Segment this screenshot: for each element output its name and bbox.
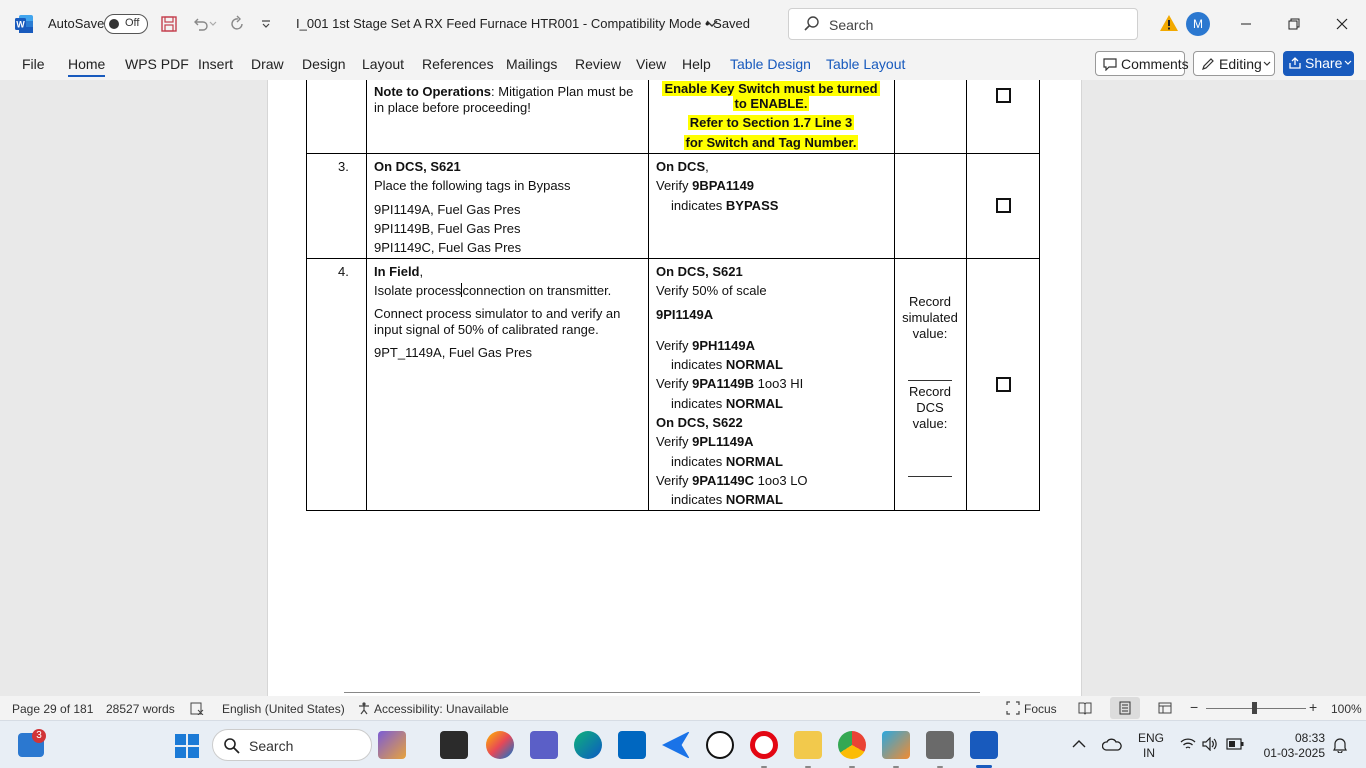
- zoom-out-button[interactable]: −: [1190, 699, 1199, 715]
- autosave-label: AutoSave: [48, 16, 105, 31]
- record-simulated-label: Record: [909, 294, 951, 309]
- teams-icon[interactable]: [530, 731, 558, 759]
- tab-insert[interactable]: Insert: [198, 56, 234, 72]
- read-mode-icon[interactable]: [1078, 701, 1092, 715]
- minimize-icon[interactable]: [1234, 12, 1258, 36]
- word-logo-icon: [14, 14, 34, 34]
- system-clock[interactable]: [1260, 731, 1325, 761]
- chrome-icon[interactable]: [838, 731, 866, 759]
- comment-icon: [1103, 58, 1117, 71]
- title-bar: [0, 0, 1366, 48]
- zoom-level[interactable]: 100%: [1331, 702, 1362, 716]
- response-highlight-line2: to ENABLE.: [734, 96, 808, 111]
- response-verify: Verify 9PH1149A: [656, 338, 756, 353]
- step-checkbox[interactable]: [996, 377, 1011, 392]
- share-button[interactable]: [1283, 51, 1354, 76]
- share-label: Share: [1305, 55, 1343, 71]
- action-text: Place the following tags in Bypass: [374, 178, 571, 193]
- svg-text:W: W: [16, 19, 25, 30]
- tab-design[interactable]: Design: [302, 56, 346, 72]
- tab-view[interactable]: View: [636, 56, 667, 72]
- response-text: Verify 50% of scale: [656, 283, 767, 298]
- procedure-table[interactable]: [306, 80, 1041, 511]
- tag-item: 9PI1149C, Fuel Gas Pres: [374, 240, 522, 255]
- tag-item: 9PT_1149A, Fuel Gas Pres: [374, 345, 533, 360]
- input-region[interactable]: IN: [1143, 746, 1155, 760]
- print-layout-icon: [1118, 701, 1132, 715]
- step-number: 3.: [338, 159, 349, 174]
- record-dcs-label: Record: [909, 384, 951, 399]
- start-icon[interactable]: [174, 733, 200, 759]
- response-highlight-line1: Enable Key Switch must be turned: [664, 81, 878, 96]
- action-text: input signal of 50% of calibrated range.: [374, 322, 599, 337]
- response-verify: Verify 9BPA1149: [656, 178, 755, 193]
- user-avatar[interactable]: M: [1186, 12, 1210, 36]
- action-title: On DCS, S621: [374, 159, 461, 174]
- editing-label: Editing: [1219, 56, 1262, 72]
- record-dcs-label: DCS: [916, 400, 944, 415]
- restore-icon[interactable]: [1282, 12, 1306, 36]
- table-col-border: [366, 80, 367, 511]
- word-taskbar-icon[interactable]: [970, 731, 998, 759]
- tab-mailings[interactable]: Mailings: [506, 56, 558, 72]
- battery-icon[interactable]: [1226, 738, 1244, 750]
- search-input[interactable]: [788, 8, 1138, 40]
- search-icon: [803, 15, 821, 33]
- tab-help[interactable]: Help: [682, 56, 711, 72]
- file-explorer-icon[interactable]: [794, 731, 822, 759]
- language-indicator[interactable]: English (United States): [222, 702, 345, 716]
- table-left-border: [306, 80, 307, 511]
- action-text[interactable]: Isolate processconnection on transmitter.: [374, 283, 612, 298]
- tab-file[interactable]: File: [22, 56, 45, 72]
- comments-button[interactable]: [1095, 51, 1189, 76]
- warning-icon[interactable]: [1159, 14, 1179, 32]
- response-indicates: indicates NORMAL: [671, 357, 783, 372]
- tab-layout[interactable]: Layout: [362, 56, 405, 72]
- taskbar-search-placeholder: Search: [249, 738, 294, 754]
- table-row-border: [306, 153, 1040, 154]
- response-tag: 9PI1149A: [656, 307, 714, 322]
- media-app-icon[interactable]: [378, 731, 406, 759]
- customize-toolbar-icon[interactable]: [254, 12, 278, 36]
- share-chevron-down-icon: [1344, 60, 1352, 66]
- notification-badge: 3: [32, 729, 46, 743]
- comments-label: Comments: [1121, 56, 1189, 72]
- record-dcs-label: value:: [912, 416, 948, 431]
- response-title: On DCS, S621: [656, 264, 743, 279]
- share-icon: [1288, 56, 1302, 70]
- response-title: On DCS,: [656, 159, 709, 174]
- pencil-icon: [1201, 57, 1215, 71]
- volume-icon[interactable]: [1202, 737, 1218, 751]
- action-title: In Field,: [374, 264, 424, 279]
- table-bottom-border: [306, 510, 1040, 511]
- proofing-icon[interactable]: [190, 702, 204, 715]
- tab-wps-pdf[interactable]: WPS PDF: [125, 56, 189, 72]
- taskbar-search-icon: [223, 737, 241, 755]
- table-row-border: [306, 258, 1040, 259]
- tab-draw[interactable]: Draw: [251, 56, 284, 72]
- save-icon[interactable]: [157, 12, 181, 36]
- response-verify: Verify 9PL1149A: [656, 434, 754, 449]
- table-col-border: [966, 80, 967, 511]
- search-placeholder: Search: [829, 17, 874, 33]
- notifications-icon[interactable]: [1332, 737, 1348, 753]
- status-bar: [0, 696, 1366, 720]
- onedrive-icon[interactable]: [1102, 736, 1122, 754]
- response-verify: Verify 9PA1149B 1oo3 HI: [656, 376, 804, 391]
- web-layout-icon[interactable]: [1158, 701, 1172, 715]
- tag-item: 9PI1149B, Fuel Gas Pres: [374, 221, 521, 236]
- response-indicates: indicates NORMAL: [671, 396, 783, 411]
- taskbar-search[interactable]: [212, 729, 372, 761]
- response-verify: Verify 9PA1149C 1oo3 LO: [656, 473, 808, 488]
- table-right-border: [1039, 80, 1040, 511]
- editing-mode-button[interactable]: [1193, 51, 1275, 76]
- autosave-toggle[interactable]: [104, 14, 148, 34]
- record-simulated-label: value:: [912, 326, 948, 341]
- zoom-in-button[interactable]: +: [1309, 699, 1318, 715]
- document-canvas[interactable]: [0, 80, 1366, 696]
- document-title[interactable]: I_001 1st Stage Set A RX Feed Furnace HTR001 - Compatibility Mode • Saved: [296, 16, 751, 31]
- print-layout-button[interactable]: [1110, 697, 1140, 719]
- tab-home[interactable]: Home: [68, 56, 105, 77]
- accessibility-icon[interactable]: [357, 701, 371, 715]
- undo-dropdown-icon[interactable]: [206, 12, 220, 36]
- record-simulated-label: simulated: [902, 310, 958, 325]
- focus-label[interactable]: Focus: [1024, 702, 1057, 716]
- app-icon[interactable]: [882, 731, 910, 759]
- copilot-icon[interactable]: [486, 731, 514, 759]
- zoom-slider-handle[interactable]: [1252, 702, 1257, 714]
- title-chevron-down-icon[interactable]: [706, 19, 718, 29]
- input-language[interactable]: ENG: [1138, 731, 1165, 745]
- app-icon[interactable]: [926, 731, 954, 759]
- response-highlight-line4: for Switch and Tag Number.: [685, 135, 857, 150]
- focus-icon[interactable]: [1006, 701, 1020, 715]
- tag-item: 9PI1149A, Fuel Gas Pres: [374, 202, 521, 217]
- page-indicator[interactable]: Page 29 of 181: [12, 702, 94, 716]
- dell-icon[interactable]: [706, 731, 734, 759]
- store-icon[interactable]: [618, 731, 646, 759]
- redo-icon[interactable]: [225, 12, 249, 36]
- chevron-up-icon[interactable]: [1072, 739, 1086, 749]
- response-indicates: indicates NORMAL: [671, 454, 783, 469]
- power-automate-icon[interactable]: [662, 731, 690, 759]
- terminal-icon[interactable]: [440, 731, 468, 759]
- chevron-down-icon: [1263, 61, 1271, 67]
- autosave-state: Off: [125, 17, 140, 29]
- close-icon[interactable]: [1330, 12, 1354, 36]
- document-page[interactable]: [267, 80, 1082, 696]
- clock-date: 01-03-2025: [1263, 746, 1325, 760]
- step-checkbox[interactable]: [996, 88, 1011, 103]
- action-text: Connect process simulator to and verify an: [374, 306, 621, 321]
- dcs-value-blank[interactable]: [908, 476, 952, 477]
- simulated-value-blank[interactable]: [908, 380, 952, 381]
- clock-time: 08:33: [1294, 731, 1325, 745]
- response-title: On DCS, S622: [656, 415, 743, 430]
- response-indicates: indicates NORMAL: [671, 492, 783, 507]
- step-checkbox[interactable]: [996, 198, 1011, 213]
- tab-review[interactable]: Review: [575, 56, 621, 72]
- response-highlight-line3: Refer to Section 1.7 Line 3: [689, 115, 853, 130]
- edge-icon[interactable]: [574, 731, 602, 759]
- word-count[interactable]: 28527 words: [106, 702, 175, 716]
- next-page-table-edge: [344, 692, 980, 693]
- toggle-knob: [109, 19, 119, 29]
- step-number: 4.: [338, 264, 349, 279]
- tab-references[interactable]: References: [422, 56, 494, 72]
- opera-icon[interactable]: [750, 731, 778, 759]
- response-indicates: indicates BYPASS: [671, 198, 779, 213]
- tab-table-design[interactable]: Table Design: [730, 56, 811, 72]
- accessibility-status[interactable]: Accessibility: Unavailable: [374, 702, 509, 716]
- tab-table-layout[interactable]: Table Layout: [826, 56, 906, 72]
- operations-note-line2: in place before proceeding!: [374, 100, 531, 115]
- operations-note: Note to Operations: Mitigation Plan must be: [374, 84, 634, 99]
- windows-taskbar: [0, 720, 1366, 768]
- wifi-icon[interactable]: [1180, 737, 1196, 751]
